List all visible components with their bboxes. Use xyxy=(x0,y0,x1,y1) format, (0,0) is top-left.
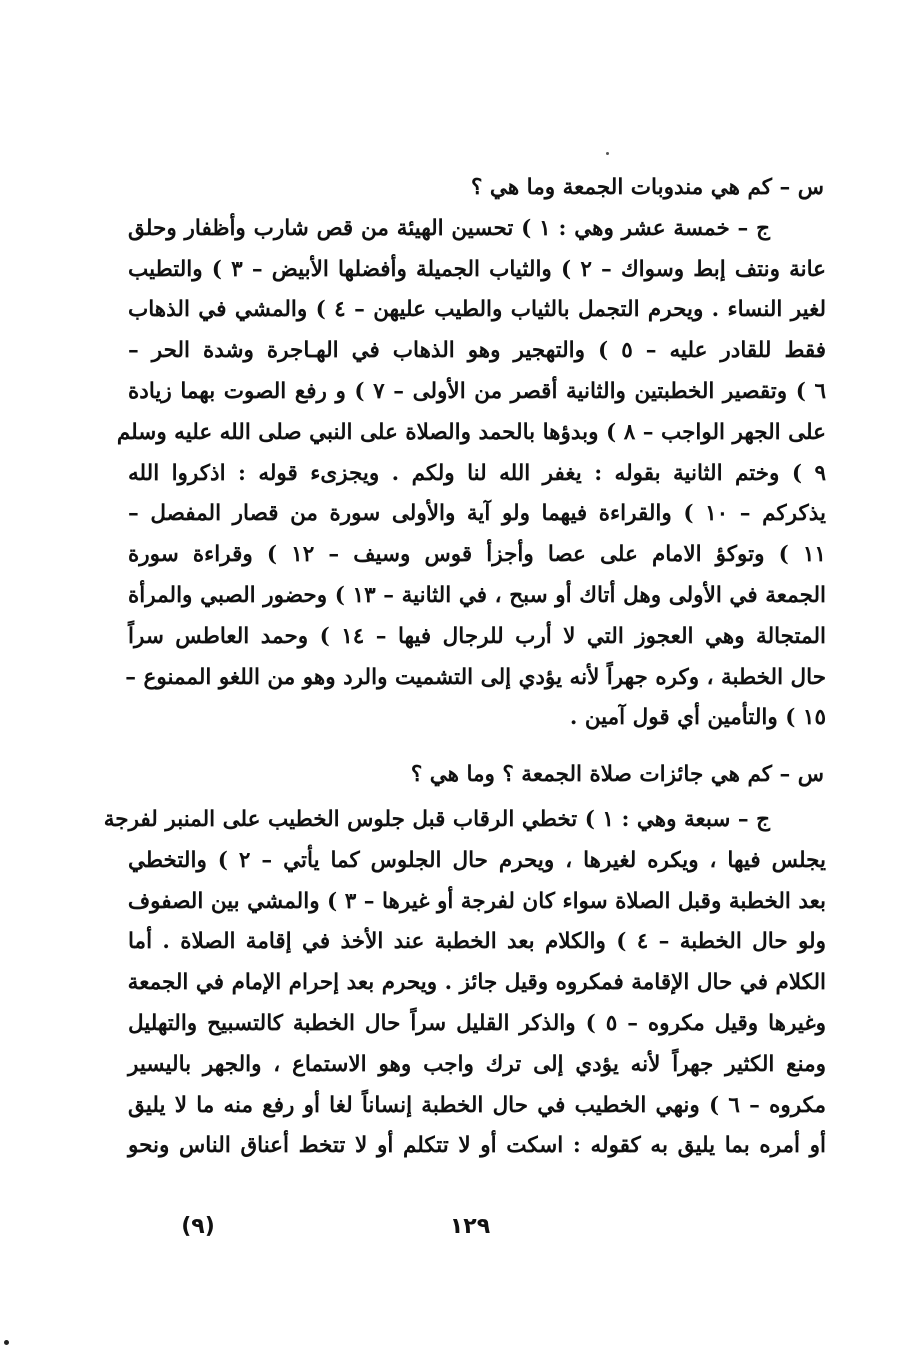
page-footer xyxy=(0,1214,910,1254)
text-line: المتجالة وهي العجوز التي لا أرب للرجال فيها – ١٤ ) وحمد العاطس سراً xyxy=(128,623,826,649)
question-heading: س – كم هي مندوبات الجمعة وما هي ؟ xyxy=(471,175,824,200)
text-line: يذكركم – ١٠ ) والقراءة فيهما ولو آية والأولى سورة من قصار المفصل – xyxy=(128,501,827,527)
paragraph-spacer xyxy=(128,739,826,755)
text-line: ج – خمسة عشر وهي : ١ ) تحسين الهيئة من قص شارب وأظفار وحلق xyxy=(128,215,770,241)
answer-paragraph xyxy=(103,800,826,1167)
text-line: الجمعة في الأولى وهل أتاك أو سبح ، في الثانية – ١٣ ) وحضور الصبي والمرأة xyxy=(128,582,826,608)
text-line: الكلام في حال الإقامة فمكروه وقيل جائز . ويحرم بعد إحرام الإمام في الجمعة xyxy=(127,970,826,996)
text-line: مكروه – ٦ ) ونهي الخطيب في حال الخطبة إنساناً لغا أو رفع منه ما لا يليق xyxy=(128,1092,826,1118)
text-line: ولو حال الخطبة – ٤ ) والكلام بعد الخطبة عند الأخذ في إقامة الصلاة . أما xyxy=(128,929,826,955)
scan-speck xyxy=(606,152,609,155)
text-line: وغيرها وقيل مكروه – ٥ ) والذكر القليل سراً حال الخطبة كالتسبيح والتهليل xyxy=(128,1010,826,1036)
text-line: ٦ ) وتقصير الخطبتين والثانية أقصر من الأولى – ٧ ) و رفع الصوت بهما زيادة xyxy=(128,378,826,404)
signature-mark: (٩) xyxy=(181,1214,215,1239)
text-line: ج – سبعة وهي : ١ ) تخطي الرقاب قبل جلوس الخطيب على المنبر لفرجة xyxy=(103,806,770,832)
text-line: بعد الخطبة وقبل الصلاة سواء كان لفرجة أو غيرها – ٣ ) والمشي بين الصفوف xyxy=(127,888,826,914)
text-line: حال الخطبة ، وكره جهراً لأنه يؤدي إلى التشميت والرد وهو من اللغو الممنوع – xyxy=(125,664,826,690)
scan-speck xyxy=(4,1340,9,1345)
text-line: لغير النساء . ويحرم التجمل بالثياب والطيب عليهن – ٤ ) والمشي في الذهاب xyxy=(128,297,826,323)
text-line: على الجهر الواجب – ٨ ) وبدؤها بالحمد والصلاة على النبي صلى الله عليه وسلم xyxy=(116,419,826,445)
text-line: ٩ ) وختم الثانية بقوله : يغفر الله لنا ولكم . ويجزىء قوله : اذكروا الله xyxy=(128,460,826,486)
page-number: ١٢٩ xyxy=(449,1214,491,1239)
text-line: أو أمره بما يليق به كقوله : اسكت أو لا تتكلم أو لا تتخط أعناق الناس ونحو xyxy=(128,1133,826,1159)
text-line: ١١ ) وتوكؤ الامام على عصا وأجزأ قوس وسيف – ١٢ ) وقراءة سورة xyxy=(128,542,826,568)
text-line: ومنع الكثير جهراً لأنه يؤدي إلى ترك واجب وهو الاستماع ، والجهر باليسير xyxy=(128,1051,826,1077)
question-heading: س – كم هي جائزات صلاة الجمعة ؟ وما هي ؟ xyxy=(410,762,824,788)
answer-paragraph xyxy=(116,209,827,739)
text-line: عانة ونتف إبط وسواك – ٢ ) والثياب الجميلة وأفضلها الأبيض – ٣ ) والتطيب xyxy=(128,256,827,282)
text-line: يجلس فيها ، ويكره لغيرها ، ويحرم حال الجلوس كما يأتي – ٢ ) والتخطي xyxy=(128,847,826,873)
page-body xyxy=(103,168,827,1167)
text-line: فقط للقادر عليه – ٥ ) والتهجير وهو الذهاب في الهـاجرة وشدة الحر – xyxy=(128,338,827,364)
text-line: ١٥ ) والتأمين أي قول آمين . xyxy=(569,705,826,731)
